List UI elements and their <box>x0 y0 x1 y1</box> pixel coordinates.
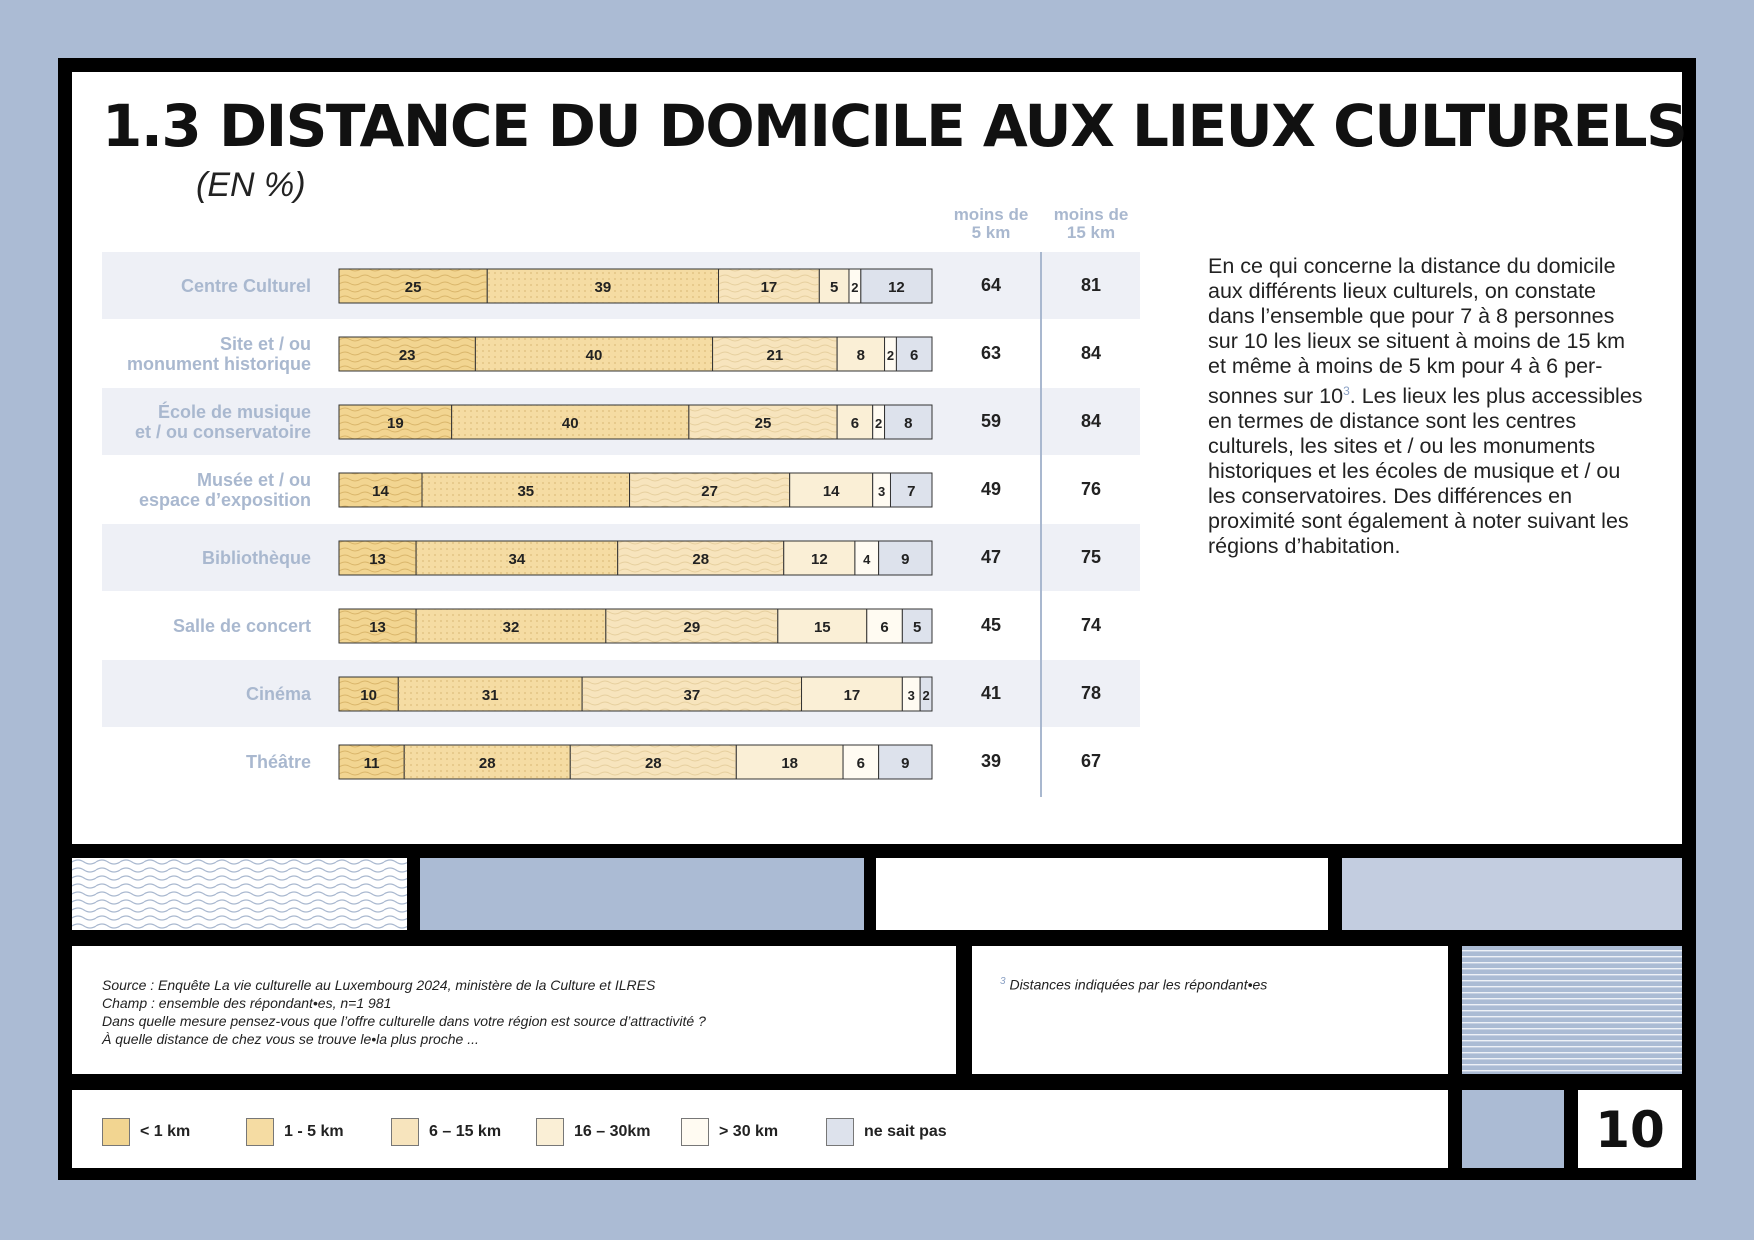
category-label-line: espace d’exposition <box>138 490 311 510</box>
bar-value-label: 7 <box>907 483 916 500</box>
description-text-part2: . Les lieux les plus accessibles en termes de distance sont les centres culturels, les sites et / ou les monuments historiques et les écoles de musique et / ou les conservatoires. Des différences en proximité sont également à noter suivant les régions d’habitation. <box>1208 384 1643 559</box>
page-number: 10 <box>1595 1101 1665 1159</box>
bar-value-label: 31 <box>481 687 499 704</box>
legend-label: 1 - 5 km <box>284 1123 344 1140</box>
bar-value-label: 17 <box>760 279 778 296</box>
bar-value-label: 14 <box>822 483 840 500</box>
value-moins-5km: 64 <box>980 275 1002 295</box>
category-label-line: Centre Culturel <box>180 276 311 296</box>
bar-value-label: 21 <box>766 347 784 364</box>
source-notes <box>102 976 706 1048</box>
bar-value-label: 25 <box>404 279 422 296</box>
bar-value-label: 3 <box>907 688 915 703</box>
value-moins-5km: 41 <box>980 683 1002 703</box>
chart-title: 1.3 DISTANCE DU DOMICILE AUX LIEUX CULTURELS <box>102 92 1687 160</box>
bar-value-label: 6 <box>850 415 860 432</box>
footer-tile-blue <box>420 858 864 930</box>
value-moins-5km: 49 <box>980 479 1002 499</box>
bar-value-label: 25 <box>754 415 772 432</box>
category-label-line: monument historique <box>127 354 311 374</box>
bar-value-label: 4 <box>863 552 871 567</box>
source-line: À quelle distance de chez vous se trouve le•la plus proche ... <box>102 1031 479 1047</box>
bar-value-label: 32 <box>502 619 520 636</box>
bar-value-label: 18 <box>781 755 799 772</box>
bar-value-label: 28 <box>644 755 662 772</box>
footnote-ref: 3 <box>1343 384 1350 398</box>
value-moins-15km: 67 <box>1080 751 1102 771</box>
category-label-line: École de musique <box>157 402 311 422</box>
value-moins-15km: 81 <box>1080 275 1102 295</box>
footer-tile-waves <box>72 858 407 930</box>
bar-value-label: 2 <box>851 280 859 295</box>
category-label-line: et / ou conservatoire <box>134 422 311 442</box>
bar-value-label: 6 <box>910 347 919 364</box>
bar-value-label: 40 <box>561 415 579 432</box>
value-moins-15km: 74 <box>1080 615 1102 635</box>
source-line: Champ : ensemble des répondant•es, n=1 981 <box>102 995 392 1011</box>
bar-value-label: 15 <box>813 619 831 636</box>
bar-value-label: 23 <box>398 347 416 364</box>
bar-value-label: 5 <box>913 619 922 636</box>
category-label-line: Théâtre <box>245 752 311 772</box>
value-moins-5km: 47 <box>980 547 1002 567</box>
legend-swatch <box>246 1118 274 1146</box>
category-label-line: Salle de concert <box>172 616 311 636</box>
value-moins-15km: 75 <box>1080 547 1102 567</box>
bar-value-label: 12 <box>888 279 905 296</box>
column-divider <box>1040 252 1042 797</box>
col-header-moins-5km-line2: 5 km <box>971 223 1011 242</box>
bar-value-label: 11 <box>363 755 380 772</box>
value-moins-15km: 84 <box>1080 343 1102 363</box>
legend-item <box>391 1117 501 1147</box>
bar-value-label: 5 <box>829 279 839 296</box>
value-moins-15km: 84 <box>1080 411 1102 431</box>
bar-value-label: 12 <box>810 551 828 568</box>
bar-value-label: 9 <box>901 551 910 568</box>
chart-subtitle: (EN %) <box>196 166 306 204</box>
bar-value-label: 8 <box>904 415 913 432</box>
bar-value-label: 8 <box>856 347 866 364</box>
footnote-marker: 3 <box>1000 976 1006 987</box>
value-moins-15km: 76 <box>1080 479 1102 499</box>
bar-value-label: 17 <box>843 687 861 704</box>
category-label-line: Cinéma <box>245 684 311 704</box>
value-moins-5km: 63 <box>980 343 1002 363</box>
legend-item <box>681 1117 778 1147</box>
value-moins-5km: 59 <box>980 411 1002 431</box>
bar-value-label: 14 <box>372 483 389 500</box>
bar-value-label: 3 <box>877 484 886 499</box>
bar-value-label: 37 <box>683 687 701 704</box>
bar-value-label: 29 <box>683 619 701 636</box>
footnote-panel <box>972 946 1448 1074</box>
bar-value-label: 6 <box>856 755 866 772</box>
value-moins-15km: 78 <box>1080 683 1102 703</box>
legend-swatch <box>536 1118 564 1146</box>
bar-value-label: 6 <box>880 619 889 636</box>
legend-item <box>826 1117 947 1147</box>
legend-item <box>246 1117 344 1147</box>
legend-label: 6 – 15 km <box>429 1123 502 1140</box>
bar-value-label: 28 <box>692 551 710 568</box>
legend-label: ne sait pas <box>864 1123 947 1140</box>
bar-value-label: 40 <box>585 347 603 364</box>
bar-value-label: 10 <box>360 687 377 704</box>
source-line: Dans quelle mesure pensez-vous que l’offre culturelle dans votre région est source d’attractivité ? <box>102 1013 706 1029</box>
bar-value-label: 2 <box>875 416 883 431</box>
footnote-text: Distances indiquées par les répondant•es <box>1009 976 1268 993</box>
source-line: Source : Enquête La vie culturelle au Luxembourg 2024, ministère de la Culture et ILRES <box>102 977 656 993</box>
description-text <box>1208 254 1648 559</box>
legend-item <box>102 1117 190 1147</box>
bar-value-label: 28 <box>478 755 496 772</box>
bar-value-label: 2 <box>922 688 930 703</box>
bar-value-label: 2 <box>886 348 895 363</box>
bar-value-label: 9 <box>901 755 910 772</box>
striped-tile <box>1462 946 1682 1074</box>
legend-label: 16 – 30km <box>574 1123 651 1140</box>
footer-tile-pale <box>1342 858 1682 930</box>
bar-value-label: 39 <box>594 279 612 296</box>
bar-value-label: 27 <box>701 483 718 500</box>
legend-swatch <box>826 1118 854 1146</box>
legend-swatch <box>391 1118 419 1146</box>
category-label-line: Site et / ou <box>219 334 311 354</box>
category-label-line: Bibliothèque <box>202 548 311 568</box>
value-moins-5km: 45 <box>980 615 1002 635</box>
col-header-moins-5km-line1: moins de <box>953 205 1029 224</box>
bar-value-label: 35 <box>517 483 535 500</box>
blue-square-tile <box>1462 1090 1564 1168</box>
legend-item <box>536 1117 651 1147</box>
description-text-part1: En ce qui concerne la distance du domicile aux différents lieux culturels, on constate dans l’ensemble que pour 7 à 8 personnes sur 10 les lieux se situent à moins de 15 km et même à moins de 5 km pour 4 à 6 per-sonnes sur 10 <box>1208 254 1626 409</box>
legend-swatch <box>102 1118 130 1146</box>
bar-value-label: 19 <box>386 415 404 432</box>
col-header-moins-15km-line2: 15 km <box>1066 223 1116 242</box>
legend-swatch <box>681 1118 709 1146</box>
bar-value-label: 13 <box>369 619 386 636</box>
footer-tile-white <box>876 858 1328 930</box>
bar-value-label: 34 <box>508 551 526 568</box>
value-moins-5km: 39 <box>980 751 1002 771</box>
legend-label: < 1 km <box>140 1123 191 1140</box>
col-header-moins-15km-line1: moins de <box>1053 205 1129 224</box>
footnote <box>1000 976 1267 993</box>
category-label-line: Musée et / ou <box>196 470 311 490</box>
legend-label: > 30 km <box>719 1123 779 1140</box>
bar-value-label: 13 <box>369 551 386 568</box>
